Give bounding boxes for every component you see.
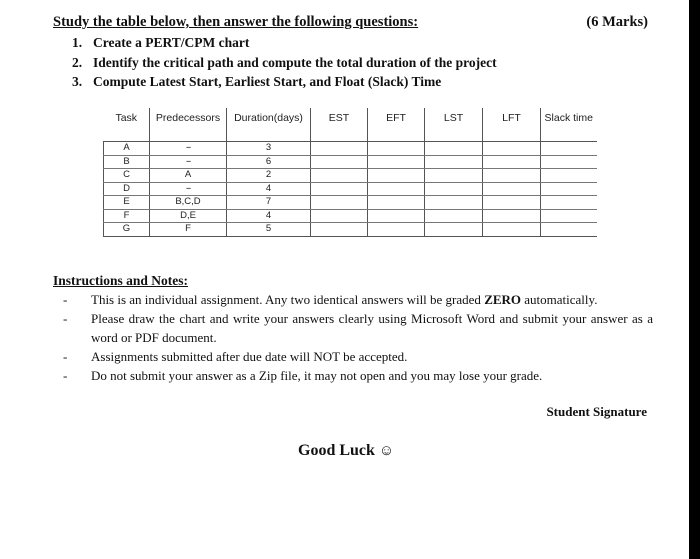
- question-item: [72, 53, 497, 73]
- note-text: Do not submit your answer as a Zip file, it may not open and you may lose your grade.: [91, 368, 543, 383]
- question-text: Create a PERT/CPM chart: [93, 35, 250, 50]
- table-cell: [368, 196, 425, 210]
- table-cell: [425, 169, 483, 183]
- table-cell: [311, 142, 368, 156]
- table-cell: [425, 142, 483, 156]
- note-item: [63, 347, 653, 366]
- question-list: [72, 33, 497, 92]
- table-cell: F: [104, 209, 150, 223]
- table-cell: 3: [227, 142, 311, 156]
- bullet-dash: -: [63, 292, 68, 307]
- table-cell: 6: [227, 155, 311, 169]
- table-cell: 4: [227, 182, 311, 196]
- header-predecessors: Predecessors: [150, 108, 227, 142]
- bullet-dash: -: [63, 311, 68, 326]
- table-cell: [483, 169, 541, 183]
- question-number: 3.: [72, 74, 83, 89]
- table-row: [104, 142, 597, 156]
- table-row: [104, 196, 597, 210]
- question-item: [72, 72, 497, 92]
- table-cell: [311, 223, 368, 237]
- table-cell: G: [104, 223, 150, 237]
- table-cell: [425, 223, 483, 237]
- table-cell: [541, 155, 597, 169]
- table-cell: D: [104, 182, 150, 196]
- table-cell: [541, 209, 597, 223]
- table-cell: 2: [227, 169, 311, 183]
- table-cell: [425, 155, 483, 169]
- header-est: EST: [311, 108, 368, 142]
- student-signature-label: Student Signature: [546, 404, 647, 419]
- table-cell: [483, 142, 541, 156]
- notes-list: [63, 290, 653, 385]
- bullet-dash: -: [63, 349, 68, 364]
- smiley-icon: ☺: [378, 443, 395, 459]
- table-cell: --: [150, 182, 227, 196]
- table-cell: [311, 196, 368, 210]
- question-number: 1.: [72, 35, 83, 50]
- table-cell: B,C,D: [150, 196, 227, 210]
- table-cell: 5: [227, 223, 311, 237]
- table-row: [104, 182, 597, 196]
- bullet-dash: -: [63, 368, 68, 383]
- table-cell: A: [150, 169, 227, 183]
- table-cell: --: [150, 155, 227, 169]
- header-eft: EFT: [368, 108, 425, 142]
- table-cell: [541, 169, 597, 183]
- table-cell: E: [104, 196, 150, 210]
- note-text: Please draw the chart and write your answers clearly using Microsoft Word and submit your answer as a word or PDF document.: [91, 311, 653, 345]
- good-luck-label: Good Luck: [298, 442, 375, 459]
- table-cell: [368, 142, 425, 156]
- note-text-end: automatically.: [521, 292, 598, 307]
- table-cell: [483, 209, 541, 223]
- note-text: This is an individual assignment. Any two identical answers will be graded: [91, 292, 485, 307]
- note-bold: ZERO: [484, 292, 522, 307]
- table-cell: C: [104, 169, 150, 183]
- table-cell: [483, 182, 541, 196]
- table-cell: D,E: [150, 209, 227, 223]
- table-cell: [425, 182, 483, 196]
- table-cell: [425, 196, 483, 210]
- table-cell: [483, 196, 541, 210]
- table-cell: [368, 209, 425, 223]
- heading-row: [53, 14, 648, 34]
- table-cell: 4: [227, 209, 311, 223]
- table-row: [104, 169, 597, 183]
- note-item: [63, 366, 653, 385]
- table-cell: 7: [227, 196, 311, 210]
- table-cell: [541, 223, 597, 237]
- question-number: 2.: [72, 54, 83, 70]
- good-luck-text: [298, 442, 394, 460]
- table-cell: F: [150, 223, 227, 237]
- note-item: [63, 309, 653, 347]
- note-item: [63, 290, 653, 309]
- table-cell: [311, 209, 368, 223]
- table-cell: [541, 142, 597, 156]
- table-cell: B: [104, 155, 150, 169]
- header-duration: Duration(days): [227, 108, 311, 142]
- notes-title: Instructions and Notes:: [53, 273, 189, 288]
- table-cell: [368, 223, 425, 237]
- table-cell: [311, 155, 368, 169]
- table-cell: [368, 169, 425, 183]
- marks-label: (6 Marks): [586, 14, 648, 30]
- table-cell: [483, 223, 541, 237]
- table-cell: [541, 196, 597, 210]
- header-slack: Slack time: [541, 108, 597, 142]
- question-item: [72, 33, 497, 53]
- note-text: Assignments submitted after due date will NOT be accepted.: [91, 349, 408, 364]
- table-cell: [541, 182, 597, 196]
- header-lft: LFT: [483, 108, 541, 142]
- table-cell: [425, 209, 483, 223]
- table-cell: [311, 182, 368, 196]
- task-table: [103, 108, 597, 237]
- question-text: Compute Latest Start, Earliest Start, and Float (Slack) Time: [93, 74, 442, 89]
- table-row: [104, 155, 597, 169]
- table-cell: [368, 182, 425, 196]
- header-task: Task: [104, 108, 150, 142]
- table-cell: [483, 155, 541, 169]
- header-lst: LST: [425, 108, 483, 142]
- instruction-heading: Study the table below, then answer the following questions:: [53, 14, 419, 30]
- table-row: [104, 209, 597, 223]
- table-row: [104, 223, 597, 237]
- table-cell: A: [104, 142, 150, 156]
- table-cell: [368, 155, 425, 169]
- table-cell: [311, 169, 368, 183]
- table-cell: --: [150, 142, 227, 156]
- table-header-row: [104, 108, 597, 142]
- question-text: Identify the critical path and compute the total duration of the project: [93, 54, 497, 70]
